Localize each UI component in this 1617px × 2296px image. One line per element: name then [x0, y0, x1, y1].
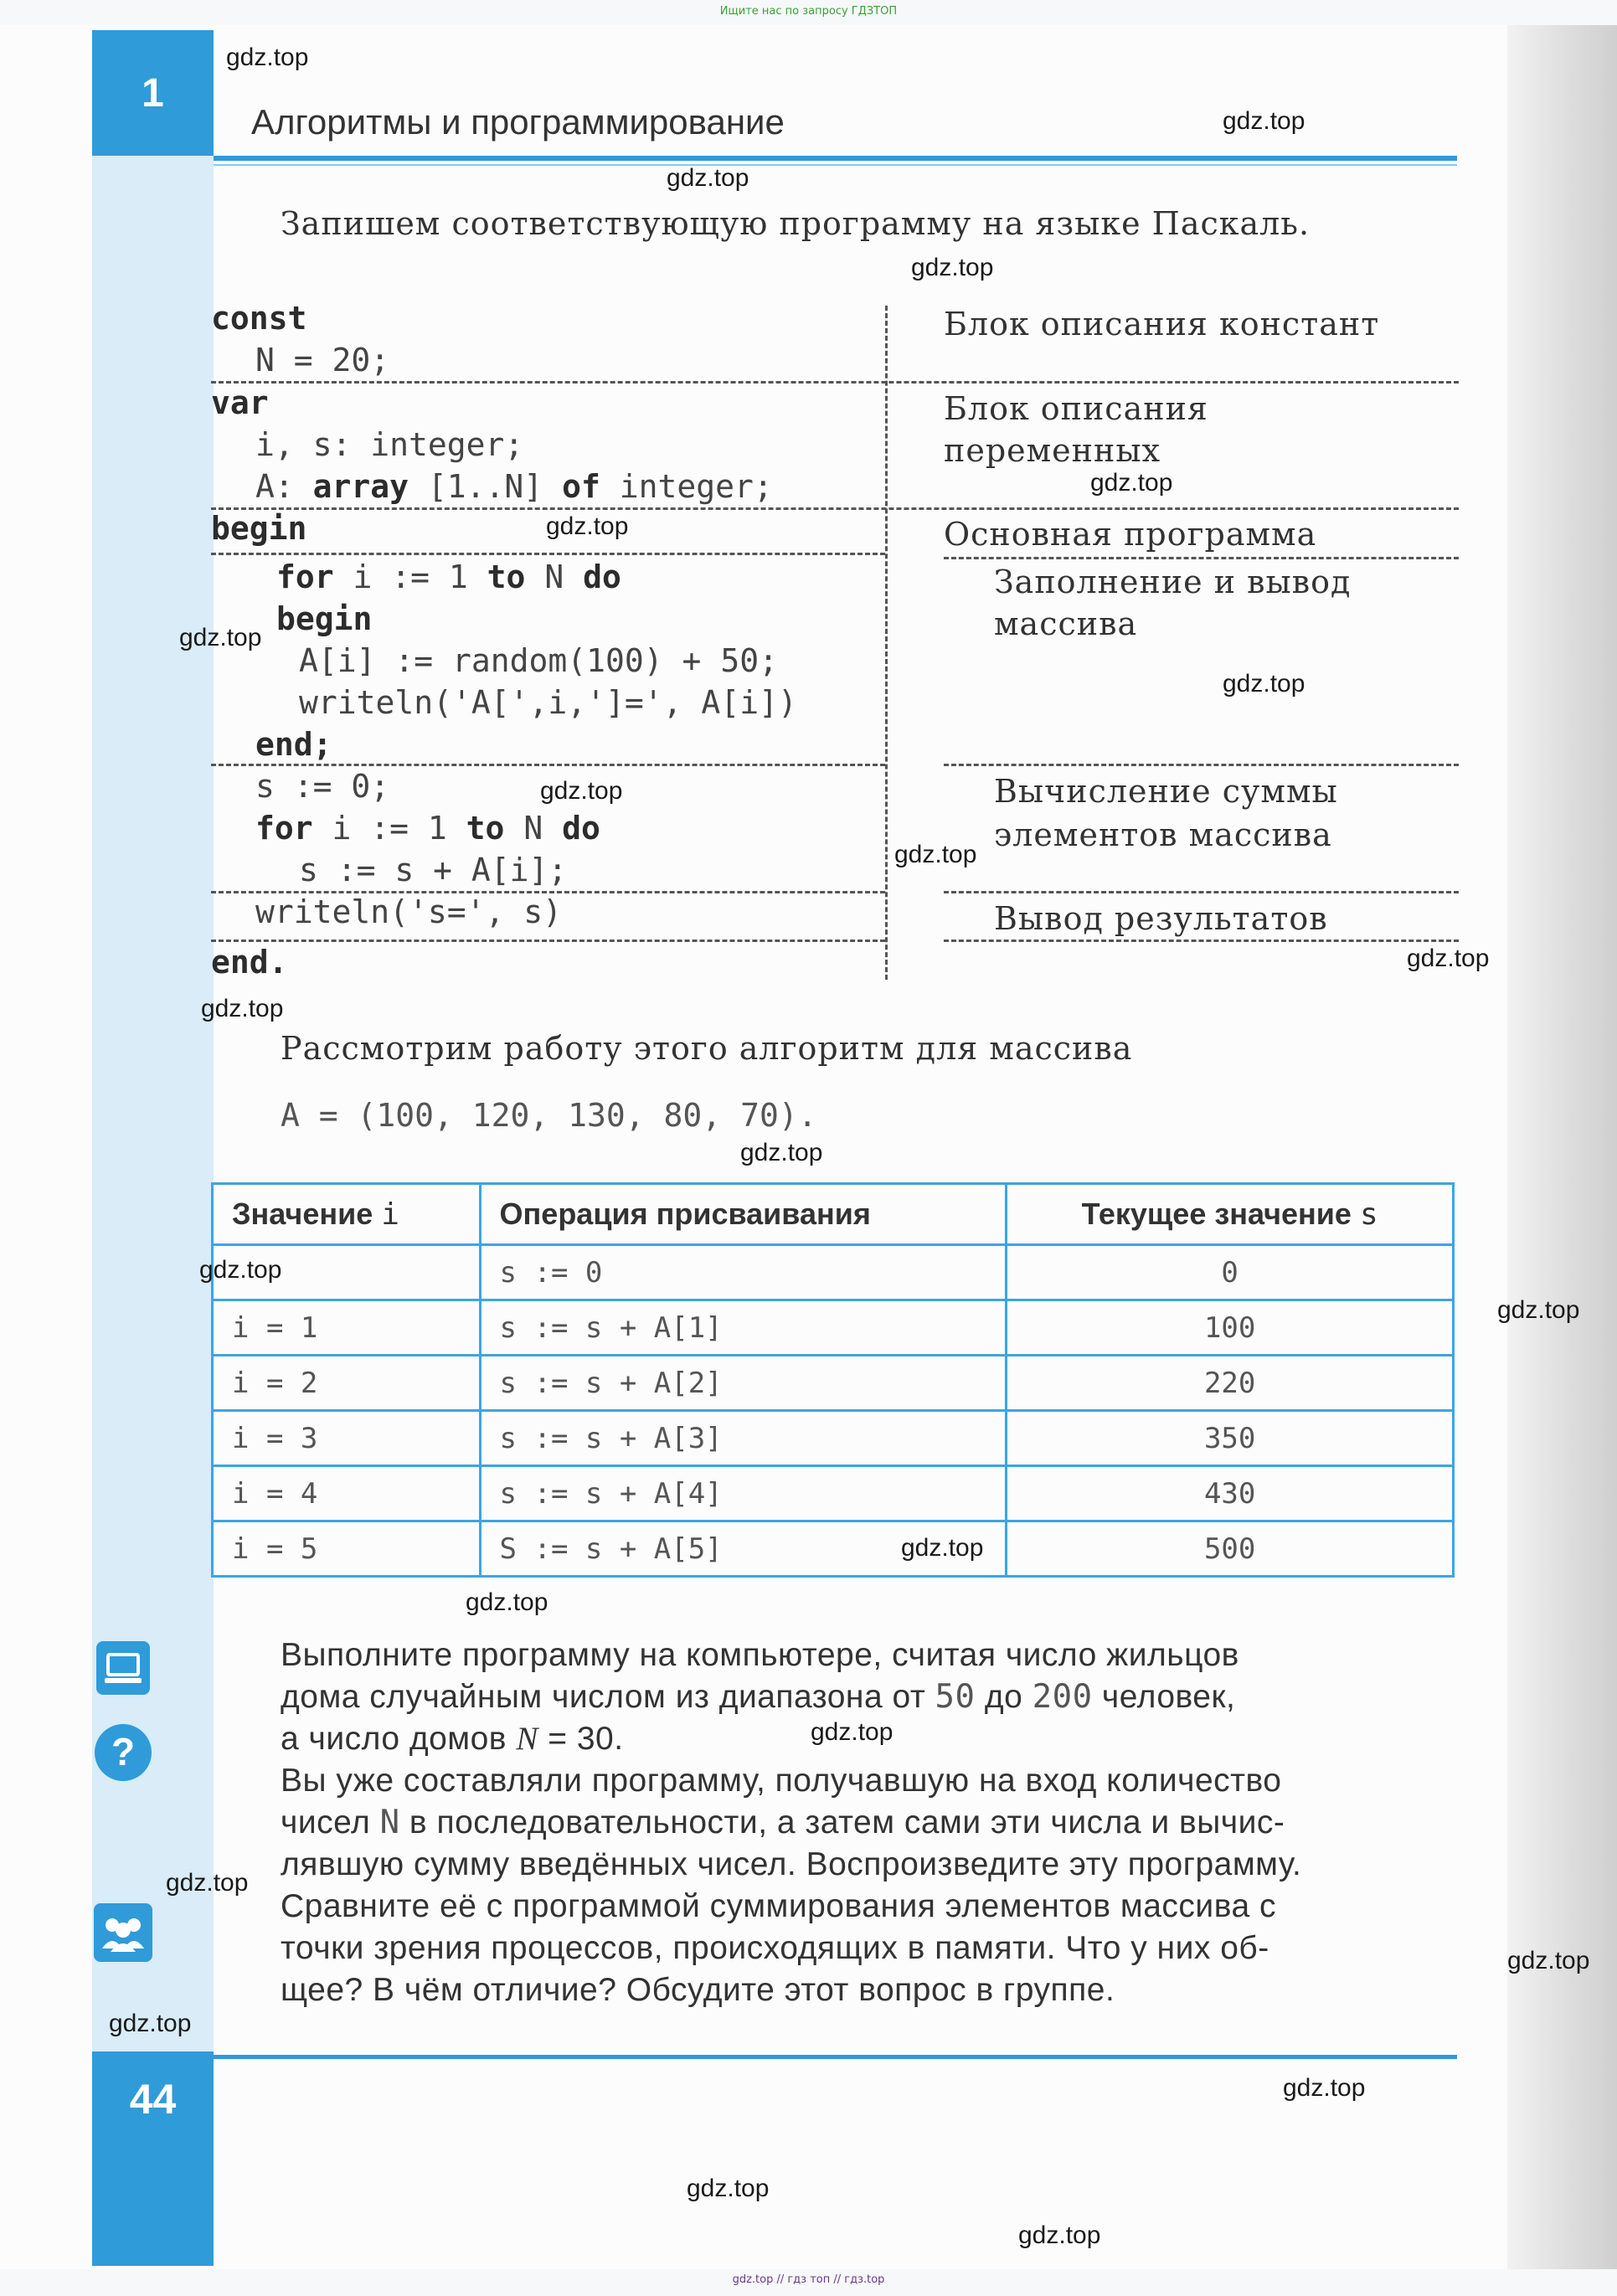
array-values: A = (100, 120, 130, 80, 70). [281, 1097, 817, 1134]
code-line-n: N = 20; [255, 342, 390, 378]
keyword-array: array [312, 468, 409, 505]
watermark: gdz.top [1223, 670, 1305, 698]
task-1-unit: человек, [1092, 1679, 1236, 1715]
task-1-line-3 [281, 1718, 1239, 1760]
code-line-for2 [255, 807, 600, 849]
table-row [213, 1356, 1454, 1411]
watermark: gdz.top [1223, 107, 1305, 135]
keyword-begin: begin [211, 510, 307, 547]
watermark: gdz.top [1283, 2074, 1366, 2102]
watermark: gdz.top [226, 44, 309, 71]
task-1-max: 200 [1032, 1678, 1093, 1716]
task-1-houses: а число домов [281, 1721, 517, 1757]
watermark: gdz.top [201, 995, 284, 1022]
cell-op: s := s + A[3] [480, 1411, 1007, 1466]
cell-op: s := 0 [480, 1245, 1007, 1300]
code-for-n: N [525, 559, 584, 595]
footer-rule [214, 2055, 1457, 2059]
comment-sum-1: Вычисление суммы [994, 773, 1338, 810]
table-header-row [213, 1184, 1454, 1245]
keyword-for: for [276, 559, 334, 595]
table-row [213, 1521, 1454, 1577]
keyword-var: var [211, 384, 269, 421]
divider-const [211, 381, 1459, 384]
keyword-for-2: for [255, 810, 313, 847]
code-line-inner-begin [276, 598, 372, 640]
comment-sum-2: элементов массива [994, 816, 1332, 853]
divider-output [211, 940, 885, 942]
chapter-number: 1 [92, 30, 214, 156]
keyword-const: const [211, 300, 307, 337]
keyword-end-dot: end. [211, 944, 288, 981]
code-line-writeln-a: writeln('A[',i,']=', A[i]) [299, 684, 797, 721]
cell-i: i = 2 [213, 1356, 481, 1411]
header-s [1007, 1184, 1454, 1245]
task-1-text: дома случайным числом из диапазона от [281, 1679, 935, 1715]
question-icon [94, 1723, 152, 1782]
code-arr-range: [1..N] [409, 468, 563, 505]
code-line-end-dot [211, 941, 288, 983]
keyword-do-2: do [562, 810, 600, 847]
keyword-inner-begin: begin [276, 600, 373, 637]
table-row [213, 1245, 1454, 1300]
comment-fill-2: массива [994, 605, 1138, 642]
task-2-n: N [379, 1804, 400, 1841]
cell-s: 350 [1007, 1411, 1454, 1466]
code-line-end-inner [255, 723, 332, 765]
task-1 [281, 1634, 1239, 1760]
column-divider [885, 306, 888, 980]
code-line-random: A[i] := random(100) + 50; [299, 642, 778, 679]
intro-text: Запишем соответствующую программу на языке Паскаль. [281, 205, 1311, 242]
header-rule-thin [214, 164, 1457, 166]
task-1-line-2 [281, 1676, 1239, 1718]
divider-output-right [944, 940, 1459, 942]
table-row [213, 1300, 1454, 1356]
watermark: gdz.top [1407, 945, 1490, 972]
cell-i: i = 4 [213, 1466, 481, 1521]
watermark: gdz.top [1018, 2221, 1101, 2249]
cell-op: s := s + A[4] [480, 1466, 1007, 1521]
header-op: Операция присваивания [480, 1184, 1007, 1245]
comment-const: Блок описания констант [944, 306, 1380, 342]
group-icon [94, 1903, 152, 1962]
consider-text: Рассмотрим работу этого алгоритм для массива [281, 1030, 1133, 1067]
task-2-text-a: чисел [281, 1804, 380, 1840]
code-line-s-init: s := 0; [255, 768, 390, 805]
cell-s: 0 [1007, 1245, 1454, 1300]
watermark: gdz.top [911, 254, 994, 281]
code-line-array [255, 466, 773, 507]
divider-fill-right [944, 764, 1459, 766]
divider-var [211, 507, 1459, 510]
task-1-min: 50 [935, 1678, 976, 1716]
cell-i: i = 1 [213, 1300, 481, 1356]
watermark: gdz.top [199, 1256, 282, 1284]
watermark: gdz.top [540, 777, 623, 805]
task-2-line-6: щее? В чём отличие? Обсудите этот вопрос в группе. [281, 1972, 1115, 2008]
code-for-n-2: N [504, 810, 563, 847]
cell-op: s := s + A[1] [480, 1300, 1007, 1356]
header-i [213, 1184, 481, 1245]
header-i-label: Значение [232, 1197, 382, 1231]
page-number: 44 [129, 2076, 177, 2123]
cell-op: s := s + A[2] [480, 1356, 1007, 1411]
watermark: gdz.top [109, 2010, 192, 2037]
watermark: gdz.top [667, 164, 749, 192]
header-i-var: i [381, 1197, 399, 1232]
code-line-for1 [276, 556, 621, 598]
watermark: gdz.top [811, 1718, 893, 1746]
watermark: gdz.top [1507, 1947, 1590, 1974]
header-rule [214, 156, 1457, 161]
watermark: gdz.top [1090, 469, 1173, 497]
cell-op: S := s + A[5] [480, 1521, 1007, 1577]
bottom-note: gdz.top // гдз топ // гдз.top [732, 2273, 885, 2286]
task-2-line-3: лявшую сумму введённых чисел. Воспроизведите эту программу. [281, 1846, 1302, 1882]
watermark: gdz.top [687, 2175, 770, 2202]
watermark: gdz.top [894, 841, 977, 868]
comment-main: Основная программа [944, 516, 1317, 553]
top-note: Ищите нас по запросу ГДЗТОП [719, 5, 898, 18]
task-2-line-5: точки зрения процессов, происходящих в памяти. Что у них об- [281, 1930, 1269, 1966]
comment-var-1: Блок описания [944, 390, 1208, 427]
task-2 [281, 1760, 1301, 2011]
code-line-is: i, s: integer; [255, 426, 524, 463]
keyword-do: do [583, 559, 621, 595]
divider-main-right [944, 557, 1459, 559]
code-for-mid-2: i := 1 [312, 810, 466, 847]
cell-i: i = 5 [213, 1521, 481, 1577]
watermark: gdz.top [740, 1139, 823, 1166]
cell-s: 430 [1007, 1466, 1454, 1521]
keyword-end: end; [255, 726, 332, 763]
task-1-value: = 30. [538, 1721, 624, 1757]
trace-table [211, 1182, 1455, 1578]
table-row [213, 1411, 1454, 1466]
comment-fill-1: Заполнение и вывод [994, 564, 1352, 600]
watermark: gdz.top [1497, 1296, 1580, 1324]
task-1-to: до [975, 1679, 1033, 1715]
table-row [213, 1466, 1454, 1521]
code-arr-type: integer; [600, 468, 773, 505]
cell-i: i = 3 [213, 1411, 481, 1466]
code-line-const [211, 297, 306, 339]
code-line-begin [211, 507, 306, 549]
page-edge-shadow [1507, 25, 1617, 2269]
watermark: gdz.top [546, 512, 629, 540]
divider-sum-right [944, 891, 1459, 893]
task-2-line-2 [281, 1802, 1301, 1844]
code-arr-name: A: [255, 468, 313, 505]
header-s-label: Текущее значение [1081, 1197, 1360, 1231]
keyword-of: of [562, 468, 600, 505]
keyword-to-2: to [466, 810, 505, 847]
code-line-var [211, 382, 269, 424]
task-1-line-1: Выполните программу на компьютере, считая число жильцов [281, 1637, 1239, 1673]
cell-s: 500 [1007, 1521, 1454, 1577]
cell-s: 220 [1007, 1356, 1454, 1411]
svg-text:?: ? [111, 1730, 136, 1773]
code-line-writeln-s: writeln('s=', s) [255, 893, 563, 930]
comment-var-2: переменных [944, 432, 1161, 469]
chapter-title: Алгоритмы и программирование [251, 102, 785, 142]
code-for-mid: i := 1 [333, 559, 487, 595]
header-s-var: s [1359, 1197, 1378, 1232]
code-line-sum: s := s + A[i]; [299, 852, 568, 888]
watermark: gdz.top [179, 624, 262, 651]
keyword-to: to [487, 559, 526, 595]
computer-icon [96, 1641, 150, 1695]
watermark: gdz.top [166, 1869, 249, 1897]
comment-output: Вывод результатов [994, 900, 1328, 937]
task-1-n: N [516, 1721, 538, 1757]
cell-s: 100 [1007, 1300, 1454, 1356]
task-2-line-4: Сравните её с программой суммирования элементов массива с [281, 1888, 1277, 1924]
divider-begin [211, 553, 885, 555]
watermark: gdz.top [901, 1534, 984, 1562]
task-2-line-1: Вы уже составляли программу, получавшую на вход количество [281, 1763, 1282, 1799]
watermark: gdz.top [466, 1588, 548, 1616]
task-2-text-b: в последовательности, а затем сами эти числа и вычис- [399, 1804, 1285, 1840]
